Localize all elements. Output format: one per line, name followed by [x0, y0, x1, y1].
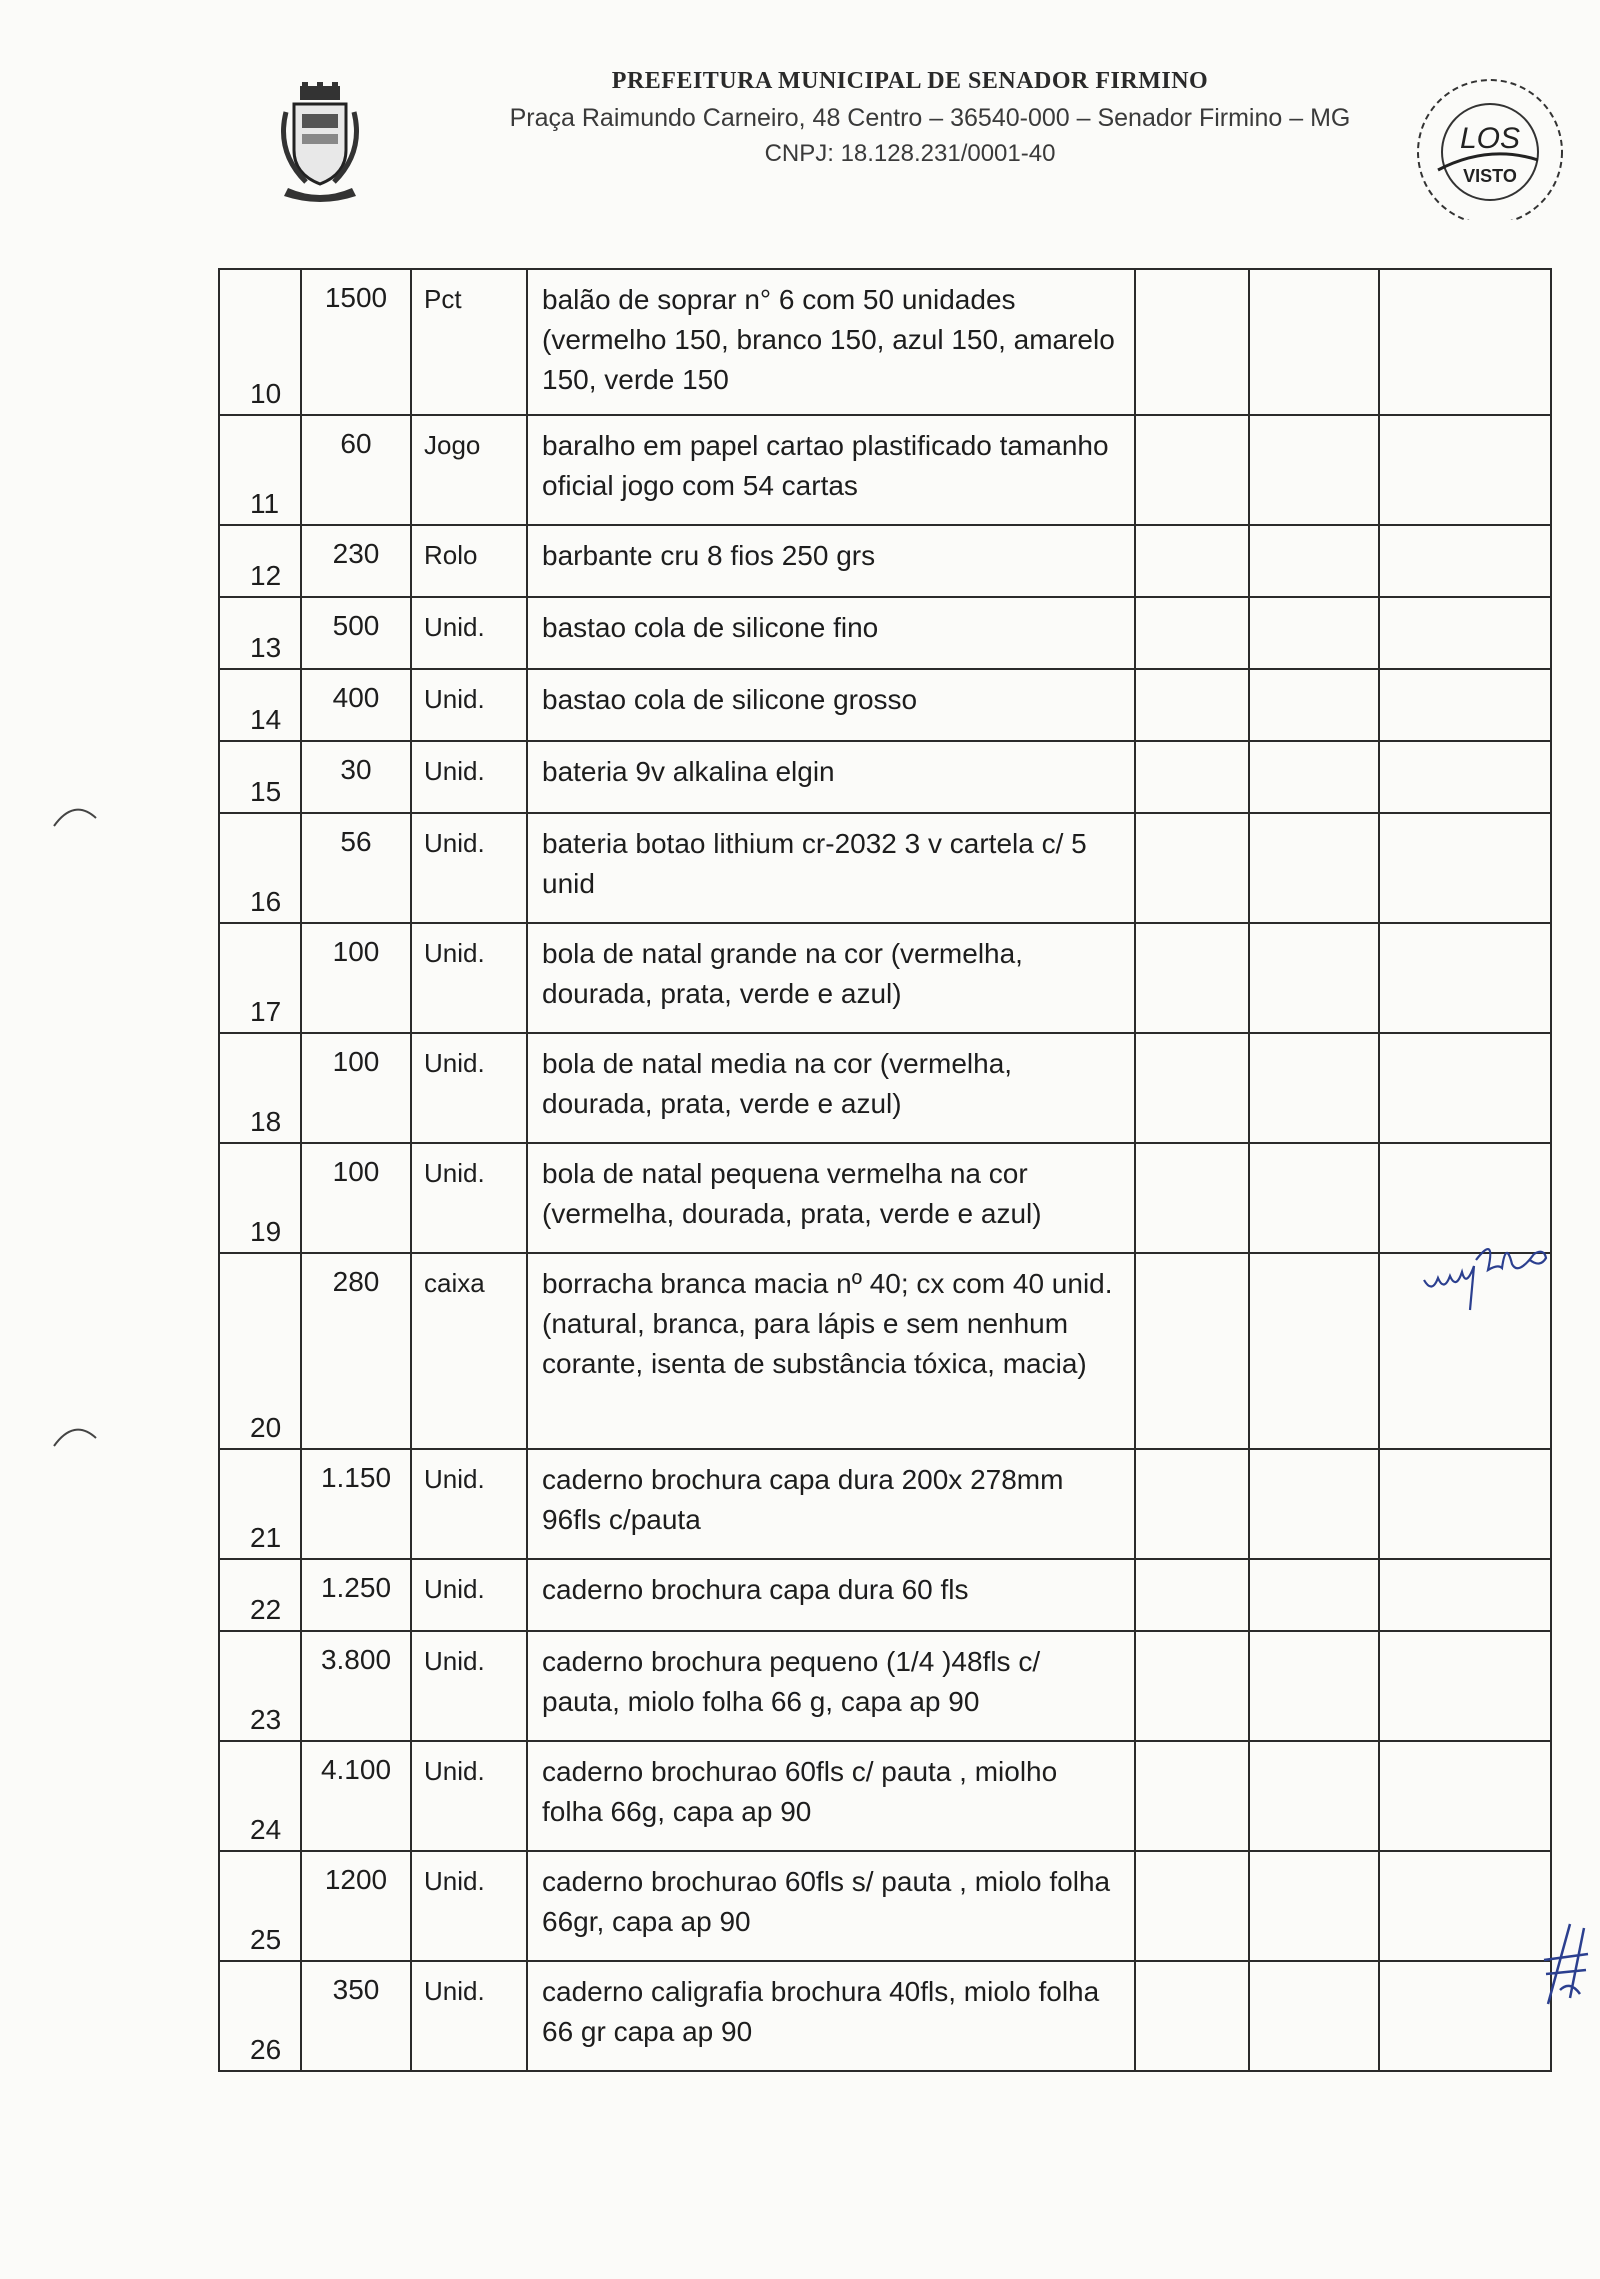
items-table	[218, 268, 1552, 2072]
table-row	[219, 1961, 1551, 2071]
table-row	[219, 813, 1551, 923]
description-cell: caderno brochura capa dura 60 fls	[527, 1559, 1135, 1631]
header-cnpj: CNPJ: 18.128.231/0001-40	[764, 140, 1056, 167]
unit-cell: Rolo	[411, 525, 527, 597]
description-cell: borracha branca macia nº 40; cx com 40 unid. (natural, branca, para lápis e sem nenhum corante, isenta de substância tóxica, macia)	[527, 1253, 1135, 1449]
quantity-cell: 100	[301, 923, 411, 1033]
quantity-cell: 350	[301, 1961, 411, 2071]
empty-cell	[1379, 1631, 1551, 1741]
quantity-cell: 500	[301, 597, 411, 669]
visto-stamp	[1380, 70, 1580, 220]
empty-cell	[1249, 669, 1379, 741]
table-row	[219, 1851, 1551, 1961]
quantity-cell: 1500	[301, 269, 411, 415]
description-cell: caderno brochura capa dura 200x 278mm 96fls c/pauta	[527, 1449, 1135, 1559]
empty-cell	[1249, 1559, 1379, 1631]
unit-cell: Unid.	[411, 597, 527, 669]
empty-cell	[1135, 1449, 1249, 1559]
empty-cell	[1249, 269, 1379, 415]
empty-cell	[1135, 923, 1249, 1033]
item-number-cell: 22	[219, 1559, 301, 1631]
municipal-crest-icon	[272, 82, 368, 202]
empty-cell	[1135, 1961, 1249, 2071]
empty-cell	[1249, 1961, 1379, 2071]
unit-cell: Unid.	[411, 669, 527, 741]
description-cell: caderno brochurao 60fls c/ pauta , miolho folha 66g, capa ap 90	[527, 1741, 1135, 1851]
quantity-cell: 1.150	[301, 1449, 411, 1559]
empty-cell	[1135, 415, 1249, 525]
empty-cell	[1135, 1143, 1249, 1253]
empty-cell	[1135, 669, 1249, 741]
table-row	[219, 1559, 1551, 1631]
table-row	[219, 269, 1551, 415]
description-cell: caderno brochurao 60fls s/ pauta , miolo folha 66gr, capa ap 90	[527, 1851, 1135, 1961]
item-number-cell: 20	[219, 1253, 301, 1449]
quantity-cell: 1.250	[301, 1559, 411, 1631]
empty-cell	[1135, 525, 1249, 597]
handwritten-mark	[1540, 1920, 1590, 2010]
empty-cell	[1249, 1851, 1379, 1961]
description-cell: bola de natal media na cor (vermelha, dourada, prata, verde e azul)	[527, 1033, 1135, 1143]
empty-cell	[1379, 669, 1551, 741]
empty-cell	[1135, 1631, 1249, 1741]
empty-cell	[1379, 1851, 1551, 1961]
item-number-cell: 17	[219, 923, 301, 1033]
empty-cell	[1249, 1631, 1379, 1741]
description-cell: bastao cola de silicone grosso	[527, 669, 1135, 741]
unit-cell: Pct	[411, 269, 527, 415]
empty-cell	[1135, 269, 1249, 415]
empty-cell	[1135, 813, 1249, 923]
unit-cell: Unid.	[411, 923, 527, 1033]
item-number-cell: 25	[219, 1851, 301, 1961]
empty-cell	[1379, 597, 1551, 669]
unit-cell: Unid.	[411, 1631, 527, 1741]
unit-cell: Unid.	[411, 1559, 527, 1631]
description-cell: bateria botao lithium cr-2032 3 v cartela c/ 5 unid	[527, 813, 1135, 923]
empty-cell	[1249, 813, 1379, 923]
quantity-cell: 1200	[301, 1851, 411, 1961]
quantity-cell: 3.800	[301, 1631, 411, 1741]
empty-cell	[1379, 1449, 1551, 1559]
quantity-cell: 280	[301, 1253, 411, 1449]
unit-cell: Unid.	[411, 1033, 527, 1143]
table-row	[219, 415, 1551, 525]
table-row	[219, 923, 1551, 1033]
description-cell: bastao cola de silicone fino	[527, 597, 1135, 669]
description-cell: bateria 9v alkalina elgin	[527, 741, 1135, 813]
empty-cell	[1135, 741, 1249, 813]
item-number-cell: 11	[219, 415, 301, 525]
table-row	[219, 1033, 1551, 1143]
empty-cell	[1379, 1033, 1551, 1143]
empty-cell	[1379, 415, 1551, 525]
unit-cell: Unid.	[411, 1851, 527, 1961]
quantity-cell: 30	[301, 741, 411, 813]
empty-cell	[1249, 1449, 1379, 1559]
empty-cell	[1135, 1741, 1249, 1851]
unit-cell: Unid.	[411, 1741, 527, 1851]
stamp-number: LOS	[1459, 122, 1521, 155]
empty-cell	[1249, 525, 1379, 597]
item-number-cell: 10	[219, 269, 301, 415]
description-cell: bola de natal grande na cor (vermelha, dourada, prata, verde e azul)	[527, 923, 1135, 1033]
empty-cell	[1379, 813, 1551, 923]
empty-cell	[1249, 1253, 1379, 1449]
header-address: Praça Raimundo Carneiro, 48 Centro – 36540-000 – Senador Firmino – MG	[509, 104, 1351, 132]
empty-cell	[1249, 741, 1379, 813]
unit-cell: Unid.	[411, 1143, 527, 1253]
empty-cell	[1135, 1253, 1249, 1449]
margin-tick-icon	[50, 800, 100, 830]
quantity-cell: 100	[301, 1143, 411, 1253]
table-row	[219, 1449, 1551, 1559]
empty-cell	[1249, 597, 1379, 669]
item-number-cell: 19	[219, 1143, 301, 1253]
header-title: PREFEITURA MUNICIPAL DE SENADOR FIRMINO	[611, 68, 1209, 94]
empty-cell	[1249, 415, 1379, 525]
empty-cell	[1135, 1559, 1249, 1631]
unit-cell: Unid.	[411, 813, 527, 923]
unit-cell: Unid.	[411, 1961, 527, 2071]
margin-tick-icon	[50, 1420, 100, 1450]
description-cell: caderno caligrafia brochura 40fls, miolo folha 66 gr capa ap 90	[527, 1961, 1135, 2071]
unit-cell: caixa	[411, 1253, 527, 1449]
quantity-cell: 4.100	[301, 1741, 411, 1851]
item-number-cell: 23	[219, 1631, 301, 1741]
table-row	[219, 525, 1551, 597]
item-number-cell: 15	[219, 741, 301, 813]
table-row	[219, 597, 1551, 669]
empty-cell	[1249, 1741, 1379, 1851]
item-number-cell: 14	[219, 669, 301, 741]
description-cell: balão de soprar n° 6 com 50 unidades (vermelho 150, branco 150, azul 150, amarelo 150, verde 150	[527, 269, 1135, 415]
item-number-cell: 21	[219, 1449, 301, 1559]
unit-cell: Unid.	[411, 741, 527, 813]
quantity-cell: 100	[301, 1033, 411, 1143]
item-number-cell: 12	[219, 525, 301, 597]
empty-cell	[1249, 923, 1379, 1033]
empty-cell	[1249, 1143, 1379, 1253]
item-number-cell: 16	[219, 813, 301, 923]
empty-cell	[1379, 269, 1551, 415]
quantity-cell: 400	[301, 669, 411, 741]
quantity-cell: 60	[301, 415, 411, 525]
table-row	[219, 669, 1551, 741]
table-row	[219, 1631, 1551, 1741]
empty-cell	[1135, 1851, 1249, 1961]
description-cell: barbante cru 8 fios 250 grs	[527, 525, 1135, 597]
empty-cell	[1379, 1961, 1551, 2071]
description-cell: caderno brochura pequeno (1/4 )48fls c/ pauta, miolo folha 66 g, capa ap 90	[527, 1631, 1135, 1741]
handwritten-initials	[1420, 1230, 1570, 1320]
empty-cell	[1379, 1559, 1551, 1631]
quantity-cell: 56	[301, 813, 411, 923]
empty-cell	[1379, 525, 1551, 597]
item-number-cell: 18	[219, 1033, 301, 1143]
empty-cell	[1249, 1033, 1379, 1143]
table-row	[219, 1253, 1551, 1449]
unit-cell: Unid.	[411, 1449, 527, 1559]
stamp-label: VISTO	[1463, 166, 1517, 186]
empty-cell	[1379, 1741, 1551, 1851]
item-number-cell: 24	[219, 1741, 301, 1851]
empty-cell	[1379, 923, 1551, 1033]
unit-cell: Jogo	[411, 415, 527, 525]
quantity-cell: 230	[301, 525, 411, 597]
description-cell: baralho em papel cartao plastificado tamanho oficial jogo com 54 cartas	[527, 415, 1135, 525]
empty-cell	[1135, 597, 1249, 669]
empty-cell	[1135, 1033, 1249, 1143]
table-row	[219, 1143, 1551, 1253]
empty-cell	[1379, 741, 1551, 813]
table-row	[219, 741, 1551, 813]
item-number-cell: 26	[219, 1961, 301, 2071]
description-cell: bola de natal pequena vermelha na cor (vermelha, dourada, prata, verde e azul)	[527, 1143, 1135, 1253]
table-row	[219, 1741, 1551, 1851]
item-number-cell: 13	[219, 597, 301, 669]
